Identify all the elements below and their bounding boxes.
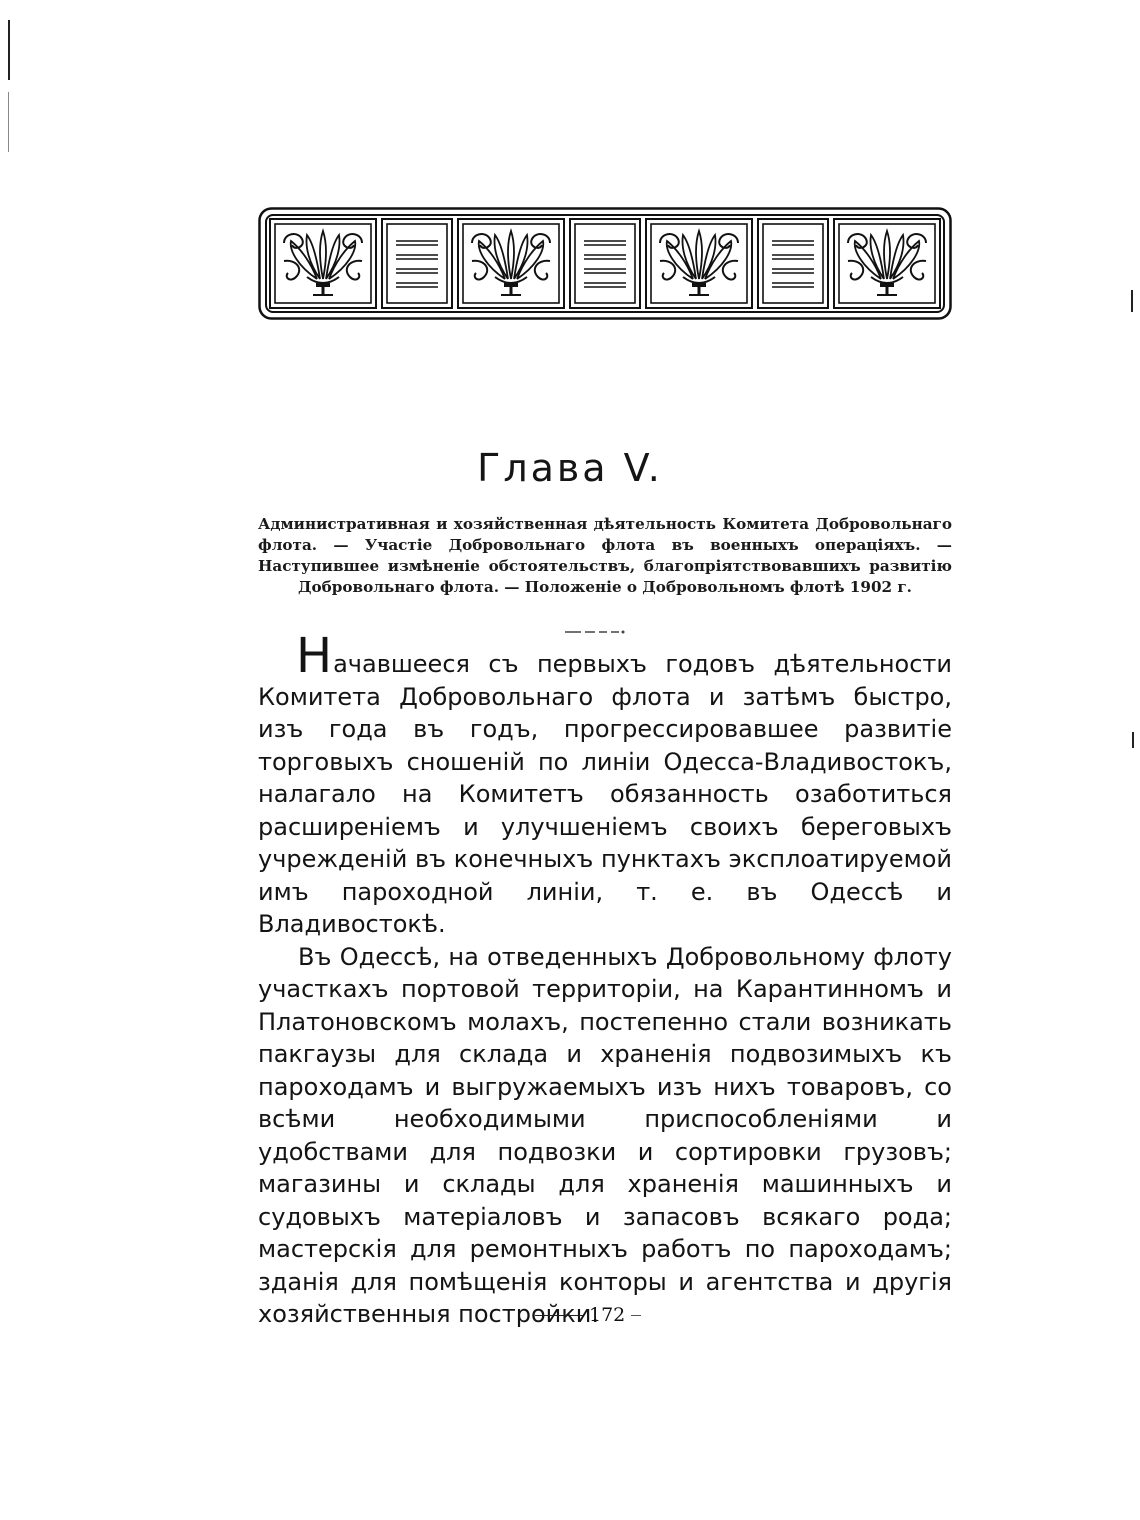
dash-left (535, 1315, 583, 1316)
ornamental-header-banner (258, 207, 952, 320)
chapter-summary: Административная и хозяйственная дѣятельность Комитета Добровольнаго флота. — Участіе Добровольнаго флота въ военныхъ операціяхъ. — Наступившее измѣненіе обстоятельствъ, благопріятствовавшихъ развитію Добровольнаго флота. — Положеніе о Добровольномъ флотѣ 1902 г. (258, 515, 952, 596)
chapter-body (258, 628, 952, 1331)
section-divider-icon (563, 628, 633, 636)
triple-line-ornament (758, 219, 828, 308)
paragraph-1-text: ачавшееся съ первыхъ годовъ дѣятельности Комитета Добровольнаго флота и затѣмъ быстро, изъ года въ годъ, прогрессировавшее развитіе торговыхъ сношеній по линіи Одесса-Владивостокъ, налагало на Комитетъ обязанность озаботиться расширеніемъ и улучшеніемъ своихъ береговыхъ учрежденій въ конечныхъ пунктахъ эксплоатируемой имъ пароходной линіи, т. е. въ Одессѣ и Владивостокѣ. (258, 650, 952, 938)
lotus-ornament-icon (834, 219, 940, 308)
lotus-ornament-icon (646, 219, 752, 308)
scan-edge-mark (1132, 732, 1134, 748)
triple-line-ornament (382, 219, 452, 308)
page-number (535, 1304, 641, 1326)
drop-cap: Н (296, 628, 333, 684)
dash-right (631, 1315, 641, 1316)
page-number-value: 172 (589, 1304, 626, 1326)
scan-edge-mark (8, 92, 9, 152)
chapter-title: Глава V. (477, 446, 663, 490)
lotus-ornament-icon (458, 219, 564, 308)
scan-edge-mark (8, 20, 10, 80)
scan-edge-mark (1131, 290, 1133, 312)
paragraph-2: Въ Одессѣ, на отведенныхъ Добровольному флоту участкахъ портовой территоріи, на Карантинномъ и Платоновскомъ молахъ, постепенно стали возникать пакгаузы для склада и храненія подвозимыхъ къ пароходамъ и выгружаемыхъ изъ нихъ товаровъ, со всѣми необходимыми приспособленіями и удобствами для подвозки и сортировки грузовъ; магазины и склады для храненія машинныхъ и судовыхъ матеріаловъ и запасовъ всякаго рода; мастерскія для ремонтныхъ работъ по пароходамъ; зданія для помѣщенія конторы и агентства и другія хозяйственныя постройки. (258, 942, 952, 1328)
triple-line-ornament (570, 219, 640, 308)
paragraph-1 (258, 628, 952, 941)
lotus-ornament-icon (270, 219, 376, 308)
